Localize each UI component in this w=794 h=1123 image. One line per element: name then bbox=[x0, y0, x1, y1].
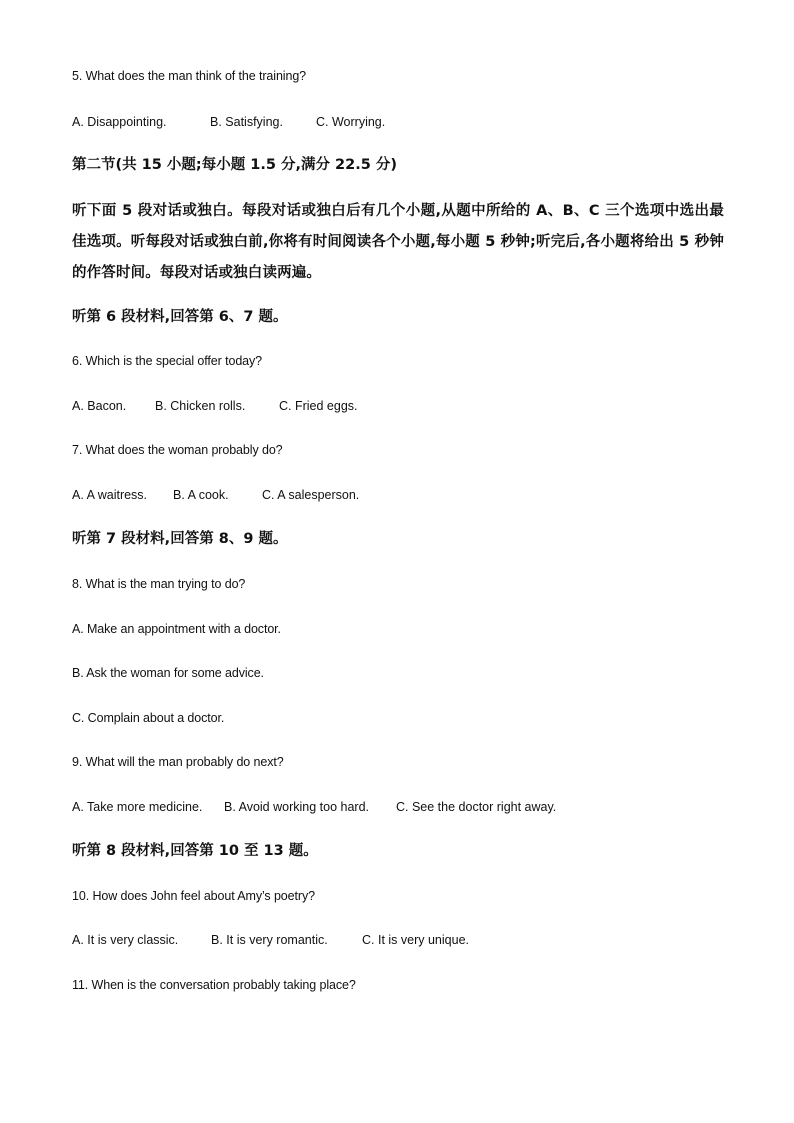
question-10-option-a: A. It is very classic. bbox=[72, 933, 179, 947]
question-7-option-b: B. A cook. bbox=[173, 488, 229, 502]
question-10-stem: 10. How does John feel about Amy’s poetry? bbox=[72, 889, 315, 903]
question-5-stem: 5. What does the man think of the training? bbox=[72, 69, 307, 83]
question-9-stem: 9. What will the man probably do next? bbox=[72, 755, 284, 769]
passage-7-heading: 听第 7 段材料,回答第 8、9 题。 bbox=[72, 531, 288, 547]
question-9-option-a: A. Take more medicine. bbox=[72, 800, 203, 814]
question-8-option-c: C. Complain about a doctor. bbox=[72, 711, 225, 725]
question-9-option-b: B. Avoid working too hard. bbox=[224, 800, 369, 814]
question-6-option-b: B. Chicken rolls. bbox=[155, 399, 246, 413]
question-6-option-a: A. Bacon. bbox=[72, 399, 127, 413]
question-9-option-c: C. See the doctor right away. bbox=[396, 800, 557, 814]
question-7-stem: 7. What does the woman probably do? bbox=[72, 443, 283, 457]
question-7-option-a: A. A waitress. bbox=[72, 488, 148, 502]
question-10-option-c: C. It is very unique. bbox=[362, 933, 469, 947]
section-2-title: 第二节(共 15 小题;每小题 1.5 分,满分 22.5 分) bbox=[72, 157, 397, 173]
question-5-option-a: A. Disappointing. bbox=[72, 115, 167, 129]
question-6-option-c: C. Fried eggs. bbox=[279, 399, 358, 413]
question-5-option-c: C. Worrying. bbox=[316, 115, 386, 129]
question-6-stem: 6. Which is the special offer today? bbox=[72, 354, 263, 368]
question-8-stem: 8. What is the man trying to do? bbox=[72, 577, 246, 591]
section-2-instruction: 听下面 5 段对话或独白。每段对话或独白后有几个小题,从题中所给的 A、B、C 三个选项中选出最佳选项。听每段对话或独白前,你将有时间阅读各个小题,每小题 5 秒钟;听完后,各小题将给出 5 秒钟的作答时间。每段对话或独白读两遍。 bbox=[72, 203, 724, 281]
question-7-option-c: C. A salesperson. bbox=[262, 488, 360, 502]
question-8-option-a: A. Make an appointment with a doctor. bbox=[72, 622, 281, 636]
question-11-stem: 11. When is the conversation probably taking place? bbox=[72, 978, 356, 992]
question-5-option-b: B. Satisfying. bbox=[210, 115, 283, 129]
question-10-option-b: B. It is very romantic. bbox=[211, 933, 328, 947]
passage-6-heading: 听第 6 段材料,回答第 6、7 题。 bbox=[72, 309, 288, 325]
question-8-option-b: B. Ask the woman for some advice. bbox=[72, 666, 264, 680]
passage-8-heading: 听第 8 段材料,回答第 10 至 13 题。 bbox=[72, 843, 318, 859]
